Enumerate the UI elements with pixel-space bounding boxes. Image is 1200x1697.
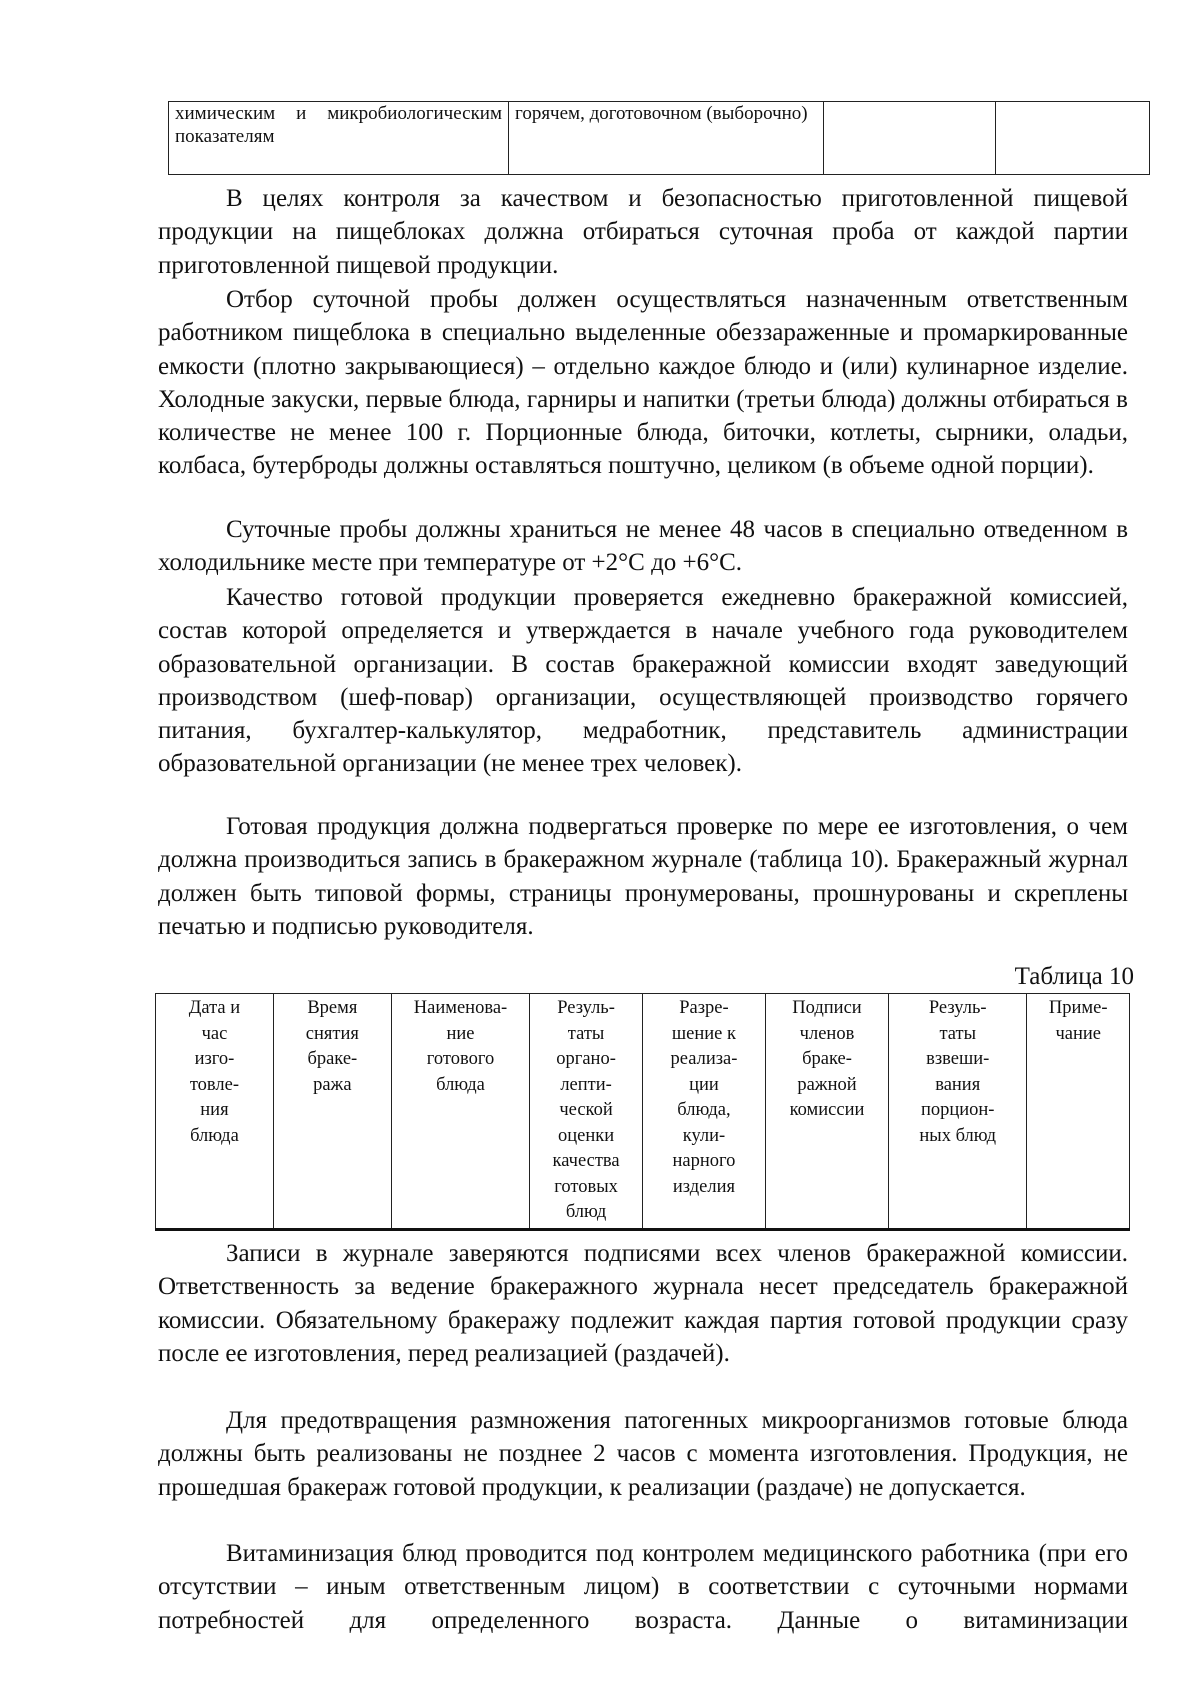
column-header: Наименова- ние готового блюда bbox=[391, 994, 529, 1230]
column-header: Разре- шение к реализа- ции блюда, кули- нарного изделия bbox=[642, 994, 765, 1230]
table-header-row bbox=[156, 994, 1130, 1230]
continuation-table bbox=[168, 101, 1150, 175]
paragraph: Качество готовой продукции проверяется ежедневно бракеражной комиссией, состав которой определяется и утверждается в начале учебного года руководителем образовательной организации. В состав бракеражной комиссии входят заведующий производством (шеф-повар) организации, осуществляющей производство горячего питания, бухгалтер-калькулятор, медработник, представитель администрации образовательной организации (не менее трех человек). bbox=[158, 584, 1128, 778]
column-header: Подписи членов браке- ражной комиссии bbox=[765, 994, 888, 1230]
table-row bbox=[169, 102, 1150, 175]
table-cell bbox=[996, 102, 1150, 175]
paragraph: Готовая продукция должна подвергаться проверке по мере ее изготовления, о чем должна производиться запись в бракеражном журнале (таблица 10). Бракеражный журнал должен быть типовой формы, страницы пронумерованы, прошнурованы и скреплены печатью и подписью руководителя. bbox=[158, 813, 1128, 940]
column-header: Резуль- таты взвеши- вания порцион- ных блюд bbox=[889, 994, 1027, 1230]
table-10 bbox=[155, 993, 1130, 1231]
column-header: Приме- чание bbox=[1027, 994, 1130, 1230]
paragraph: Витаминизация блюд проводится под контролем медицинского работника (при его отсутствии – иным ответственным лицом) в соответствии с суточными нормами потребностей для определенного возраста. Данные о витаминизации bbox=[158, 1540, 1128, 1634]
paragraph: Для предотвращения размножения патогенных микроорганизмов готовые блюда должны быть реализованы не позднее 2 часов с момента изготовления. Продукция, не прошедшая бракераж готовой продукции, к реализации (раздаче) не допускается. bbox=[158, 1407, 1128, 1501]
column-header: Время снятия браке- ража bbox=[273, 994, 391, 1230]
table-cell: химическим и микробиологическим показателям bbox=[169, 102, 509, 175]
paragraph: Записи в журнале заверяются подписями всех членов бракеражной комиссии. Ответственность за ведение бракеражного журнала несет председатель бракеражной комиссии. Обязательному бракеражу подлежит каждая партия готовой продукции сразу после ее изготовления, перед реализацией (раздачей). bbox=[158, 1240, 1128, 1367]
column-header: Дата и час изго- товле- ния блюда bbox=[156, 994, 274, 1230]
paragraph: В целях контроля за качеством и безопасностью приготовленной пищевой продукции на пищеблоках должна отбираться суточная проба от каждой партии приготовленной пищевой продукции. bbox=[158, 185, 1128, 279]
table-cell bbox=[824, 102, 996, 175]
paragraph: Отбор суточной пробы должен осуществляться назначенным ответственным работником пищеблока в специально выделенные обеззараженные и промаркированные емкости (плотно закрывающиеся) – отдельно каждое блюдо и (или) кулинарное изделие. Холодные закуски, первые блюда, гарниры и напитки (третьи блюда) должны отбираться в количестве не менее 100 г. Порционные блюда, биточки, котлеты, сырники, оладьи, колбаса, бутерброды должны оставляться поштучно, целиком (в объеме одной порции). bbox=[158, 286, 1128, 480]
table-caption: Таблица 10 bbox=[1014, 963, 1134, 990]
table-cell: горячем, доготовочном (выборочно) bbox=[509, 102, 824, 175]
column-header: Резуль- таты органо- лепти- ческой оценки качества готовых блюд bbox=[530, 994, 643, 1230]
paragraph: Суточные пробы должны храниться не менее 48 часов в специально отведенном в холодильнике месте при температуре от +2°С до +6°С. bbox=[158, 516, 1128, 577]
